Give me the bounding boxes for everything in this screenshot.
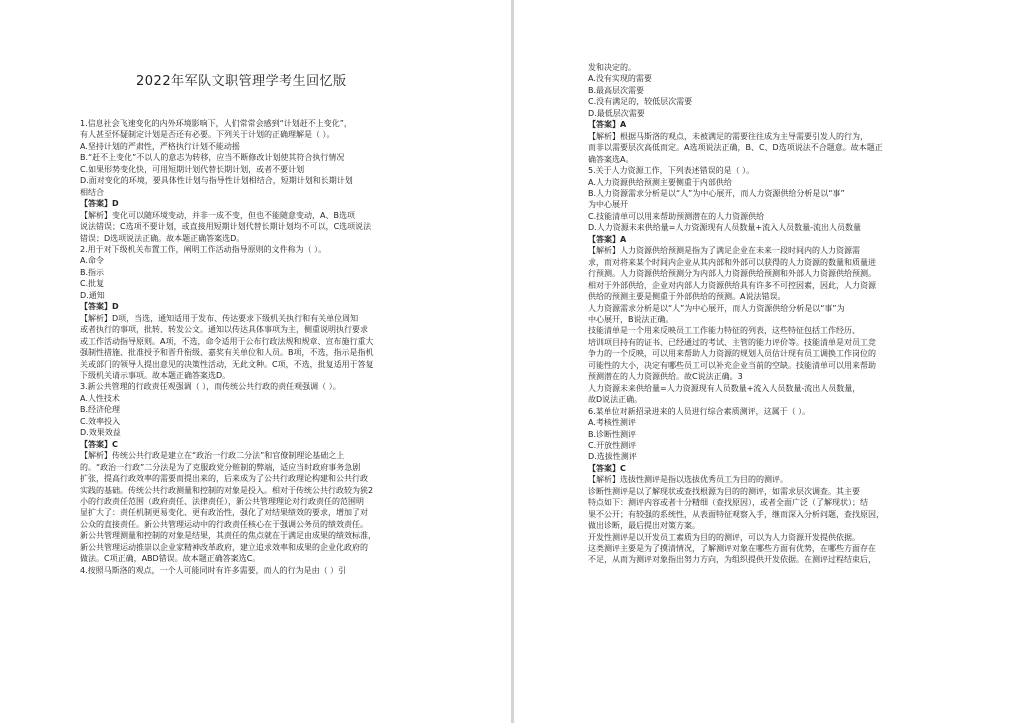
text-line: 相结合 bbox=[80, 187, 104, 197]
text-line: 公众的直接责任。新公共管理运动中的行政责任核心在于强调公务员的绩效责任。 bbox=[80, 519, 368, 529]
text-line: 求，而对将来某个时间内企业从其内部和外部可以获得的人力资源的数量和质量进 bbox=[588, 257, 876, 267]
text-line: A.没有实现的需要 bbox=[588, 74, 652, 84]
text-line: 【解析】根据马斯洛的观点，未被满足的需要往往成为主导需要引发人的行为， bbox=[588, 131, 868, 141]
text-line: 人力资源未来供给量=人力资源现有人员数量+流入人员数量-流出人员数量， bbox=[588, 383, 861, 393]
text-line: 开发性测评是以开发员工素质为目的的测评，可以为人力资源开发提供依据。 bbox=[588, 532, 860, 542]
text-line: 培训项目持有的证书、已经通过的考试、主管的能力评价等。技能清单是对员工竞 bbox=[588, 337, 876, 347]
text-line: 下级机关请示事项。故本题正确答案选D。 bbox=[80, 370, 231, 380]
text-line: C.没有满足的，较低层次需要 bbox=[588, 97, 693, 107]
text-line: 2.用于对下级机关布置工作，阐明工作活动指导原则的文件称为（ ）。 bbox=[80, 244, 327, 254]
text-line: A.人力资源供给预测主要侧重于内部供给 bbox=[588, 177, 732, 187]
text-line: 小的行政责任范围（政府责任、法律责任），新公共管理理论对行政责任的范围明 bbox=[80, 496, 364, 506]
right-text-column bbox=[588, 62, 1024, 566]
text-line: A.人性技术 bbox=[80, 393, 120, 403]
text-line: 【答案】C bbox=[80, 439, 118, 449]
text-line: 相对于外部供给，企业对内部人力资源供给具有许多不可控因素，因此，人力资源 bbox=[588, 280, 876, 290]
text-line: 确答案选A。 bbox=[588, 154, 634, 164]
text-line: B.“赶不上变化”不以人的意志为转移，应当不断修改计划使其符合执行情况 bbox=[80, 153, 345, 163]
text-line: 技能清单是一个用来反映员工工作能力特征的列表，这些特征包括工作经历、 bbox=[588, 326, 860, 336]
text-line: 做出诊断，最后提出对策方案。 bbox=[588, 521, 700, 531]
text-line: 人力资源需求分析是以“人”为中心展开，而人力资源供给分析是以“事”为 bbox=[588, 303, 845, 313]
text-line: 【答案】D bbox=[80, 199, 119, 209]
text-line: D.面对变化的环境，要具体性计划与指导性计划相结合，短期计划和长期计划 bbox=[80, 176, 353, 186]
text-line: 做法。C项正确，ABD错误。故本题正确答案选C。 bbox=[80, 554, 261, 564]
text-line: 果不公开；有较强的系统性，从表面特征观察入手，继而深入分析问题，查找原因， bbox=[588, 509, 884, 519]
text-line: 特点如下：测评内容或者十分精细（查找原因），或者全面广泛（了解现状）；结 bbox=[588, 498, 868, 508]
text-line: B.人力资源需求分析是以“人”为中心展开，而人力资源供给分析是以“事” bbox=[588, 188, 845, 198]
text-line: 显扩大了：责任机制更易变化、更有政治性，强化了对结果绩效的要求，增加了对 bbox=[80, 508, 368, 518]
text-line: 【答案】C bbox=[588, 463, 626, 473]
text-line: 扩张，提高行政效率的需要而提出来的，后来成为了公共行政理论构建和公共行政 bbox=[80, 474, 368, 484]
text-line: 有人甚至怀疑制定计划是否还有必要。下列关于计划的正确理解是（ ）。 bbox=[80, 130, 335, 140]
text-line: 【解析】传统公共行政是建立在“政治一行政二分法”和官僚制理论基础之上 bbox=[80, 451, 345, 461]
page-left bbox=[0, 0, 511, 723]
text-line: 诊断性测评是以了解现状或查找根源为目的的测评，如需求层次调查。其主要 bbox=[588, 486, 860, 496]
text-line: 【答案】A bbox=[588, 120, 627, 130]
text-line: 【答案】A bbox=[588, 234, 627, 244]
text-line: 或者执行的事项，批转、转发公文。通知以传达具体事项为主，侧重说明执行要求 bbox=[80, 325, 368, 335]
text-line: 【解析】变化可以随环境变动，并非一成不变，但也不能随意变动，A、B选项 bbox=[80, 210, 355, 220]
text-line: 这类测评主要是为了摸清情况，了解测评对象在哪些方面有优势，在哪些方面存在 bbox=[588, 544, 876, 554]
text-line: 【解析】选拔性测评是指以选拔优秀员工为目的的测评。 bbox=[588, 475, 788, 485]
text-line: 或工作活动指导原则。A项，不选，命令适用于公布行政法规和规章、宣布施行重大 bbox=[80, 336, 374, 346]
text-line: A.命令 bbox=[80, 256, 104, 266]
text-line: B.最高层次需要 bbox=[588, 85, 645, 95]
text-line: D.效果效益 bbox=[80, 428, 121, 438]
text-line: 强制性措施、批准授予和晋升衔级、嘉奖有关单位和人员。B项，不选，指示是指机 bbox=[80, 348, 374, 358]
text-line: C.开放性测评 bbox=[588, 440, 637, 450]
text-line: 的。“政治一行政”二分法是为了克服政党分赃制的弊端，适应当时政府事务急剧 bbox=[80, 462, 361, 472]
text-line: 【解析】人力资源供给预测是指为了满足企业在未来一段时间内的人力资源需 bbox=[588, 246, 860, 256]
page-right bbox=[514, 0, 1024, 723]
text-line: B.指示 bbox=[80, 267, 105, 277]
text-line: D.选拔性测评 bbox=[588, 452, 637, 462]
text-line: C.如果形势变化快，可用短期计划代替长期计划，或者不要计划 bbox=[80, 164, 305, 174]
text-line: 实践的基础。传统公共行政测量和控制的对象是投入。相对于传统公共行政较为狭2 bbox=[80, 485, 374, 495]
text-line: 而非以需要层次高低而定。A选项说法正确，B、C、D选项说法不合题意。故本题正 bbox=[588, 143, 883, 153]
text-line: 新公共管理测量和控制的对象是结果，其责任的焦点就在于满足由成果的绩效标准， bbox=[80, 531, 376, 541]
text-line: 故D说法正确。 bbox=[588, 395, 643, 405]
text-line: C.技能清单可以用来帮助预测潜在的人力资源供给 bbox=[588, 211, 765, 221]
text-line: 不足，从而为测评对象指出努力方向，为组织提供开发依据。在测评过程结束后， bbox=[588, 555, 876, 565]
text-line: 6.某单位对新招录进来的人员进行综合素质测评，这属于（ ）。 bbox=[588, 406, 811, 416]
text-line: 【答案】D bbox=[80, 302, 119, 312]
text-line: 【解析】D项，当选，通知适用于发布、传达要求下级机关执行和有关单位周知 bbox=[80, 313, 359, 323]
text-line: 1.信息社会飞速变化的内外环境影响下，人们常常会感到“计划赶不上变化”， bbox=[80, 119, 352, 128]
text-line: 行预测。人力资源供给预测分为内部人力资源供给预测和外部人力资源供给预测。 bbox=[588, 269, 876, 279]
text-line: 预测潜在的人力资源供给。故C说法正确。3 bbox=[588, 372, 743, 382]
text-line: 为中心展开 bbox=[588, 200, 628, 210]
text-line: 3.新公共管理的行政责任观强调（ ），而传统公共行政的责任观强调（ ）。 bbox=[80, 382, 341, 392]
text-line: 错误；D选项说法正确。故本题正确答案选D。 bbox=[80, 233, 245, 243]
left-text-column bbox=[80, 118, 511, 576]
text-line: 说法错误；C选项不要计划，或直接用短期计划代替长期计划均不可以，C选项说法 bbox=[80, 222, 372, 232]
text-line: A.考核性测评 bbox=[588, 418, 636, 428]
text-line: 可能性的大小，决定有哪些员工可以补充企业当前的空缺。技能清单可以用来帮助 bbox=[588, 360, 876, 370]
text-line: 发和决定的。 bbox=[588, 63, 636, 72]
text-line: 中心展开，B说法正确。 bbox=[588, 314, 674, 324]
text-line: A.坚持计划的严肃性，严格执行计划不能动摇 bbox=[80, 141, 240, 151]
text-line: C.批复 bbox=[80, 279, 105, 289]
text-line: C.效率投入 bbox=[80, 416, 121, 426]
page-title: 2022年军队文职管理学考生回忆版 bbox=[136, 74, 347, 89]
text-line: D.人力资源未来供给量=人力资源现有人员数量+流入人员数量-流出人员数量 bbox=[588, 223, 861, 233]
text-line: 新公共管理运动推崇以企业家精神改革政府，建立追求效率和成果的企业化政府的 bbox=[80, 542, 368, 552]
text-line: 关或部门的领导人提出意见的决策性活动，无此文种。C项，不选，批复适用于答复 bbox=[80, 359, 374, 369]
text-line: 4.按照马斯洛的观点，一个人可能同时有许多需要，而人的行为是由（ ）引 bbox=[80, 565, 347, 575]
text-line: B.经济伦理 bbox=[80, 405, 121, 415]
text-line: 争力的一个反映，可以用来帮助人力资源的规划人员估计现有员工调换工作岗位的 bbox=[588, 349, 876, 359]
text-line: B.诊断性测评 bbox=[588, 429, 637, 439]
text-line: D.最低层次需要 bbox=[588, 108, 645, 118]
text-line: D.通知 bbox=[80, 290, 105, 300]
text-line: 5.关于人力资源工作，下列表述错误的是（ ）。 bbox=[588, 166, 755, 176]
text-line: 供给的预测主要是侧重于外部供给的预测。A说法错误。 bbox=[588, 292, 786, 302]
